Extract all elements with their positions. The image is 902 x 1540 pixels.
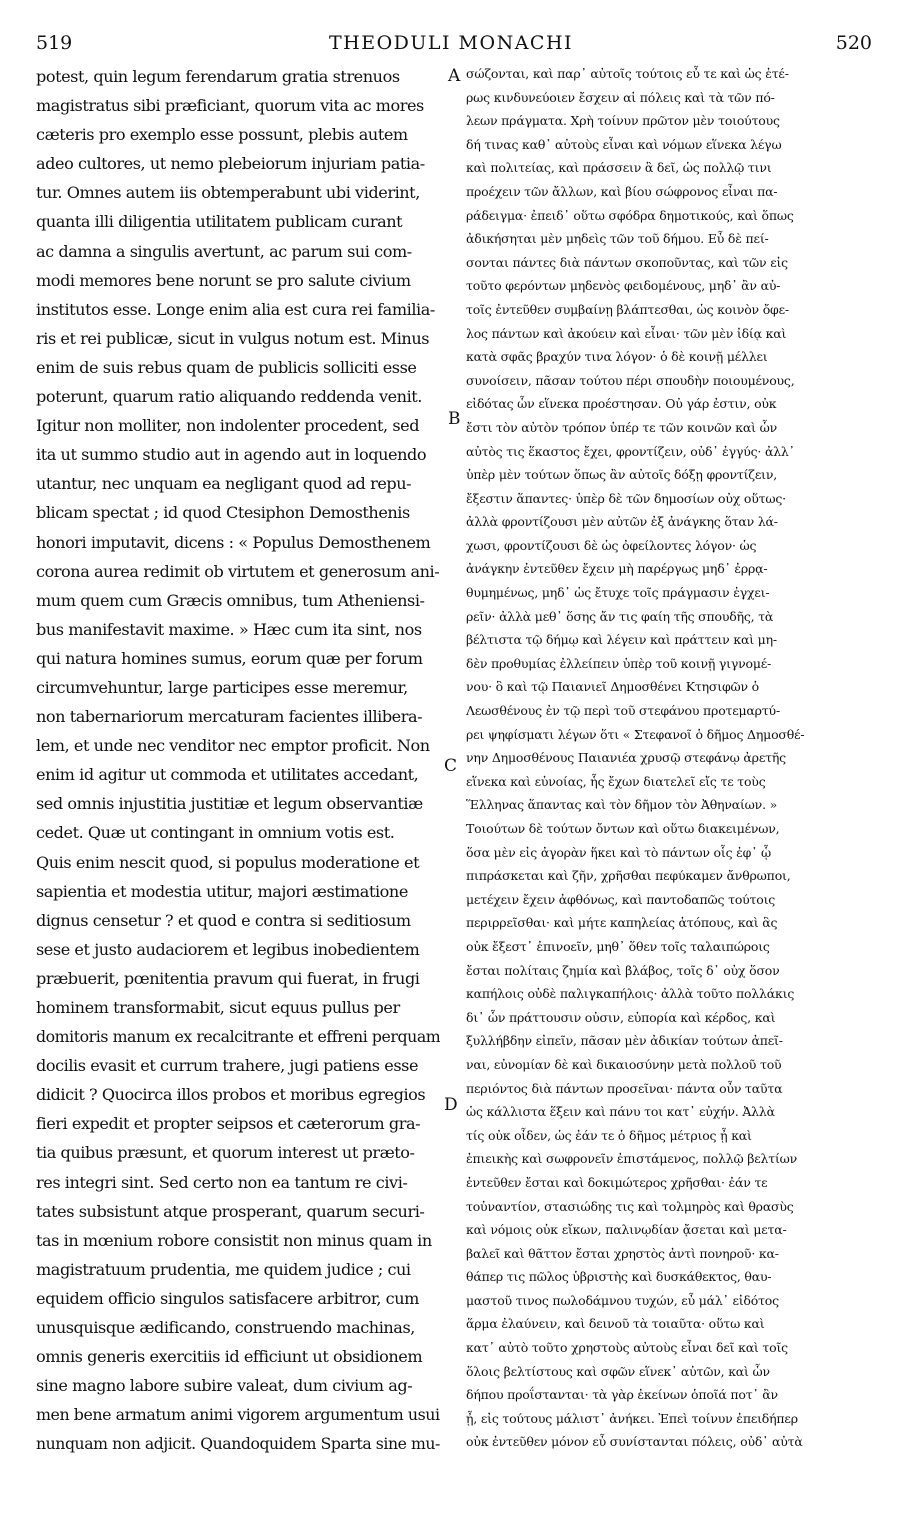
greek-text-line: εἰδότας ὧν εἵνεκα προέστησαν. Οὐ γάρ ἐστιν, οὐκ (466, 396, 777, 412)
greek-text-line: ἐπιεικὴς καὶ σωφρονεῖν ἐπιστάμενος, πολλῷ βελτίων (466, 1151, 798, 1167)
latin-text-line: utantur, nec unquam ea negligant quod ad repu- (36, 474, 412, 494)
latin-text-line: hominem transformabit, sicut equus pullus per (36, 998, 400, 1017)
latin-text-line: Quis enim nescit quod, si populus moderatione et (36, 852, 420, 872)
latin-text-line: nunquam non adjicit. Quandoquidem Sparta sine mu- (36, 1434, 440, 1454)
greek-text-line: ἔξεστιν ἅπαντες· ὑπὲρ δὲ τῶν δημοσίων οὐχ οὕτως· (466, 490, 786, 506)
greek-text-line: καὶ πολιτείας, καὶ πράσσειν ἃ δεῖ, ὡς πολλῷ τινι (466, 160, 772, 176)
greek-text-line: μετέχειν ἔχειν ἀφθόνως, καὶ παντοδαπῶς τούτοις (466, 891, 776, 907)
greek-text-line: ἀλλὰ φροντίζουσι μὲν αὐτῶν ἐξ ἀνάγκης ὅταν λά- (466, 514, 778, 530)
greek-text-line: οὐκ ἐντεῦθεν μόνον εὖ συνίστανται πόλεις, οὐδ᾽ αὐτὰ (466, 1434, 803, 1450)
left-page-number: 519 (36, 32, 73, 54)
latin-text-line: enim id agitur ut commoda et utilitates accedant, (36, 765, 419, 785)
greek-text-line: νου· ὃ καὶ τῷ Παιανιεῖ Δημοσθένει Κτησιφῶν ὁ (466, 679, 759, 695)
latin-text-line: unusquisque ædificando, construendo machinas, (36, 1318, 415, 1338)
latin-text-line: magistratus sibi præficiant, quorum vita ac mores (36, 96, 424, 116)
greek-text-line: δι᾽ ὧν πράττουσιν οὐσιν, εὐπορία καὶ κέρδος, καὶ (466, 1009, 776, 1025)
greek-text-line: χωσι, φροντίζουσι δὲ ὡς ὀφείλοντες λόγον· ὡς (466, 537, 757, 553)
greek-text-line: πιπράσκεται καὶ ζῆν, χρῆσθαι πεφύκαμεν ἄνθρωποι, (466, 868, 791, 884)
margin-marker-c: C (444, 756, 458, 776)
greek-text-line: ράδειγμα· ἐπειδ᾽ οὕτω σφόδρα δημοτικούς, καὶ ὅπως (466, 207, 794, 223)
latin-text-line: domitoris manum ex recalcitrante et effreni perquam (36, 1027, 440, 1047)
greek-text-line: καὶ νόμοις οὐκ εἴκων, παλινῳδίαν ᾄσεται καὶ μετα- (466, 1222, 787, 1238)
latin-text-line: adeo cultores, ut nemo plebeiorum injuriam patia- (36, 154, 425, 174)
margin-marker-d: D (444, 1095, 458, 1115)
latin-text-line: ita ut summo studio aut in agendo aut in loquendo (36, 445, 427, 465)
latin-text-line: cedet. Quæ ut contingant in omnium votis est. (36, 823, 395, 843)
latin-text-line: potest, quin legum ferendarum gratia strenuos (36, 67, 400, 86)
running-title: THEODULI MONACHI (328, 32, 574, 54)
margin-marker-b: B (448, 409, 461, 429)
greek-text-line: ἀνάγκην ἐντεῦθεν ἔχειν μὴ παρέργως μηδ᾽ ἐρρᾳ- (466, 561, 768, 577)
greek-text-line: καπήλοις οὐδὲ παλιγκαπήλοις· ἀλλὰ τοῦτο πολλάκις (466, 986, 795, 1002)
latin-text-line: institutos esse. Longe enim alia est cura rei familia- (36, 299, 435, 319)
greek-text-line: ναι, εὐνομίαν δὲ καὶ δικαιοσύνην μετὰ πολλοῦ τοῦ (466, 1056, 782, 1072)
latin-text-line: ac damna a singulis avertunt, ac parum sui com- (36, 241, 412, 261)
greek-text-line: ὅσα μὲν εἰς ἀγορὰν ἥκει καὶ τὸ πάντων οἷς ἐφ᾽ ᾧ (466, 844, 772, 860)
greek-text-line: ρει ψηφίσματι λέγων ὅτι « Στεφανοῖ ὁ δῆμος Δημοσθέ- (466, 726, 805, 742)
greek-text-line: ὡς κάλλιστα ἕξειν καὶ πάνυ τοι κατ᾽ εὐχήν. Ἀλλὰ (466, 1104, 775, 1120)
latin-text-line: tur. Omnes autem iis obtemperabunt ubi viderint, (36, 183, 420, 203)
greek-text-line: Λεωσθένους ἐν τῷ περὶ τοῦ στεφάνου προτεμαρτύ- (466, 703, 780, 719)
greek-text-line: τοῖς ἐντεῦθεν συμβαίνῃ βλάπτεσθαι, ὡς κοινὸν ὄφε- (466, 301, 789, 317)
greek-text-line: ᾖ, εἰς τούτους μάλιστ᾽ ἀνήκει. Ἐπεὶ τοίνυν ἐπειδήπερ (466, 1410, 798, 1426)
latin-text-line: didicit ? Quocirca illos probos et moribus egregios (36, 1085, 426, 1105)
greek-text-line: ρεῖν· ἀλλὰ μεθ᾽ ὅσης ἄν τις φαίη τῆς σπουδῆς, τὰ (466, 608, 774, 624)
latin-text-line: res integri sint. Sed certo non ea tantum re civi- (36, 1172, 408, 1192)
latin-text-line: modi memores bene norunt se pro salute civium (36, 270, 411, 290)
greek-text-line: εἵνεκα καὶ εὐνοίας, ἧς ἔχων διατελεῖ εἴς τε τοὺς (466, 773, 766, 789)
greek-text-line: σώζονται, καὶ παρ᾽ αὐτοῖς τούτοις εὖ τε καὶ ὡς ἑτέ- (466, 66, 789, 81)
latin-text-line: tia quibus præsunt, et quorum interest ut præto- (36, 1143, 415, 1163)
latin-text-line: circumvehuntur, large participes esse meremur, (36, 677, 408, 697)
greek-text-line: ἔσται πολίταις ζημία καὶ βλάβος, τοῖς δ᾽ οὐχ ὅσον (466, 962, 780, 978)
greek-text-line: ρως κινδυνεύοιεν ἔσχειν αἱ πόλεις καὶ τὰ τῶν πό- (466, 89, 775, 105)
latin-text-line: tates subsistunt atque prosperant, quarum securi- (36, 1201, 425, 1221)
greek-text-line: κατὰ σφᾶς βραχύν τινα λόγον· ὁ δὲ κοινῇ μέλλει (466, 349, 768, 365)
greek-text-line: ὑπὲρ μὲν τούτων ὅπως ἂν αὐτοῖς δόξῃ φροντίζειν, (466, 467, 778, 483)
greek-text-line: ἐντεῦθεν ἔσται καὶ δοκιμώτερος χρῆσθαι· ἐάν τε (466, 1174, 768, 1190)
latin-text-line: bus manifestavit maxime. » Hæc cum ita sint, nos (36, 619, 422, 639)
latin-text-line: non tabernariorum mercaturam facientes illibera- (36, 707, 423, 727)
greek-text-line: δήπου προΐστανται· τὰ γὰρ ἐκείνων ὁποῖά ποτ᾽ ἂν (466, 1387, 778, 1403)
latin-text-line: ris et rei publicæ, sicut in vulgus notum est. Minus (36, 328, 430, 348)
latin-text-line: Igitur non molliter, non indolenter procedent, sed (36, 416, 420, 436)
greek-text-line: ἔστι τὸν αὐτὸν τρόπον ὑπέρ τε τῶν κοινῶν καὶ ὧν (466, 419, 777, 435)
greek-text-line: κατ᾽ αὐτὸ τοῦτο χρηστοὺς αὐτοὺς εἶναι δεῖ καὶ τοῖς (466, 1340, 788, 1356)
latin-text-line: blicam spectat ; id quod Ctesiphon Demosthenis (36, 503, 410, 523)
greek-text-line: νην Δημοσθένους Παιανιέα χρυσῷ στεφάνῳ ἀρετῆς (466, 750, 786, 766)
greek-text-line: λεων πράγματα. Χρὴ τοίνυν πρῶτον μὲν τοιούτους (466, 113, 780, 129)
greek-text-line: περιρρεῖσθαι· καὶ μήτε καπηλείας ἀτόπους, καὶ ἃς (466, 915, 778, 931)
greek-text-line: Τοιούτων δὲ τούτων ὄντων καὶ οὕτω διακειμένων, (466, 821, 780, 836)
latin-text-line: men bene armatum animi vigorem argumentum usui (36, 1405, 440, 1425)
greek-text-line: ἀδικήσηται μὲν μηδεὶς τῶν τοῦ δήμου. Εὖ δὲ πεί- (466, 231, 769, 247)
latin-text-line: omnis generis exercitiis id efficiunt ut obsidionem (36, 1347, 423, 1367)
margin-marker-a: A (448, 66, 461, 86)
latin-text-line: magistratuum prudentia, me quidem judice ; cui (36, 1259, 411, 1279)
latin-text-line: cæteris pro exemplo esse possunt, plebis autem (36, 125, 408, 145)
greek-text-line: δὲν προθυμίας ἐλλείπειν ὑπὲρ τοῦ κοινῇ γιγνομέ- (466, 655, 772, 671)
greek-text-line: βαλεῖ καὶ θᾶττον ἔσται χρηστὸς ἀντὶ πονηροῦ· κα- (466, 1245, 779, 1261)
greek-text-line: οὐκ ἔξεστ᾽ ἐπινοεῖν, μηθ᾽ ὅθεν τοῖς ταλαιπώροις (466, 938, 770, 954)
latin-text-line: sapientia et modestia utitur, majori æstimatione (36, 881, 408, 901)
greek-text-line: μαστοῦ τινος πωλοδάμνου τυχών, εὖ μάλ᾽ εἰδότος (466, 1292, 779, 1308)
latin-text-line: docilis evasit et currum trahere, jugi patiens esse (36, 1056, 419, 1076)
latin-text-line: præbuerit, pœnitentia pravum qui fuerat, in frugi (36, 968, 420, 988)
greek-text-line: ξυλλήβδην εἰπεῖν, πᾶσαν μὲν ἀδικίαν τούτων ἀπεῖ- (466, 1033, 783, 1049)
latin-column (36, 62, 440, 1459)
greek-text-line: σονται πάντες διὰ πάντων σκοποῦντας, καὶ τῶν εἰς (466, 254, 788, 270)
latin-text-line: equidem officio singulos satisfacere arbitror, cum (36, 1288, 419, 1308)
greek-text-line: ἅρμα ἐλαύνειν, καὶ δεινοῦ τὰ τοιαῦτα· οὕτω καὶ (466, 1316, 765, 1332)
greek-text-line: θυμημένως, μηδ᾽ ὡς ἔτυχε τοῖς πράγμασιν ἐγχει- (466, 585, 770, 601)
greek-text-line: περιόντος διὰ πάντων προσεῖναι· πάντα οὖν ταῦτα (466, 1080, 783, 1096)
latin-text-line: sed omnis injustitia justitiæ et legum observantiæ (36, 794, 423, 814)
latin-text-line: corona aurea redimit ob virtutem et generosum ani- (36, 561, 440, 581)
latin-text-line: tas in mœnium robore consistit non minus quam in (36, 1230, 432, 1250)
greek-text-line: Ἕλληνας ἅπαντας καὶ τὸν δῆμον τὸν Ἀθηναίων. » (466, 797, 778, 813)
greek-text-line: τίς οὐκ οἶδεν, ὡς ἐάν τε ὁ δῆμος μέτριος ᾖ καὶ (466, 1127, 752, 1143)
latin-text-line: sese et justo audaciorem et legibus inobedientem (36, 939, 420, 959)
greek-text-line: αὐτὸς τις ἕκαστος ἔχει, φροντίζειν, οὐδ᾽ ἐγγύς· ἀλλ᾽ (466, 443, 795, 459)
latin-text-line: honori imputavit, dicens : « Populus Demosthenem (36, 532, 431, 552)
greek-text-line: λος πάντων καὶ ἀκούειν καὶ εἶναι· τῶν μὲν ἰδίᾳ καὶ (466, 325, 787, 341)
greek-text-line: τοὐναντίον, στασιώδης τις καὶ τολμηρὸς καὶ θρασὺς (466, 1198, 794, 1214)
latin-text-line: enim de suis rebus quam de publicis solliciti esse (36, 357, 417, 377)
latin-text-line: dignus censetur ? et quod e contra si seditiosum (36, 910, 411, 930)
greek-text-line: τοῦτο φερόντων μηδενὸς φειδομένους, μηδ᾽ ἂν αὐ- (466, 278, 781, 294)
greek-text-line: βέλτιστα τῷ δήμῳ καὶ λέγειν καὶ πράττειν καὶ μη- (466, 632, 777, 648)
right-page-number: 520 (835, 32, 872, 54)
latin-text-line: quanta illi diligentia utilitatem publicam curant (36, 212, 403, 232)
page-header (0, 0, 902, 60)
latin-text-line: lem, et unde nec venditor nec emptor proficit. Non (36, 736, 430, 756)
latin-text-line: qui natura homines sumus, eorum quæ per forum (36, 648, 423, 668)
greek-text-line: θάπερ τις πῶλος ὑβριστὴς καὶ δυσκάθεκτος, θαυ- (466, 1269, 772, 1285)
greek-text-line: δή τινας καθ᾽ αὐτοὺς εἶναι καὶ νόμων εἵνεκα λέγω (466, 136, 782, 152)
greek-column (466, 62, 876, 1454)
latin-text-line: mum quem cum Græcis omnibus, tum Atheniensi- (36, 590, 425, 610)
greek-text-line: προέχειν τῶν ἄλλων, καὶ βίου σώφρονος εἶναι πα- (466, 183, 778, 199)
greek-text-line: ὅλοις βελτίστους καὶ σφῶν εἵνεκ᾽ αὐτῶν, καὶ ὧν (466, 1363, 770, 1379)
latin-text-line: sine magno labore subire valeat, dum civium ag- (36, 1376, 413, 1396)
latin-text-line: fieri expedit et propter seipsos et cæterorum gra- (36, 1114, 421, 1134)
greek-text-line: συνοίσειν, πᾶσαν τούτου πέρι σπουδὴν ποιουμένους, (466, 372, 795, 388)
latin-text-line: poterunt, quarum ratio aliquando reddenda venit. (36, 387, 422, 407)
